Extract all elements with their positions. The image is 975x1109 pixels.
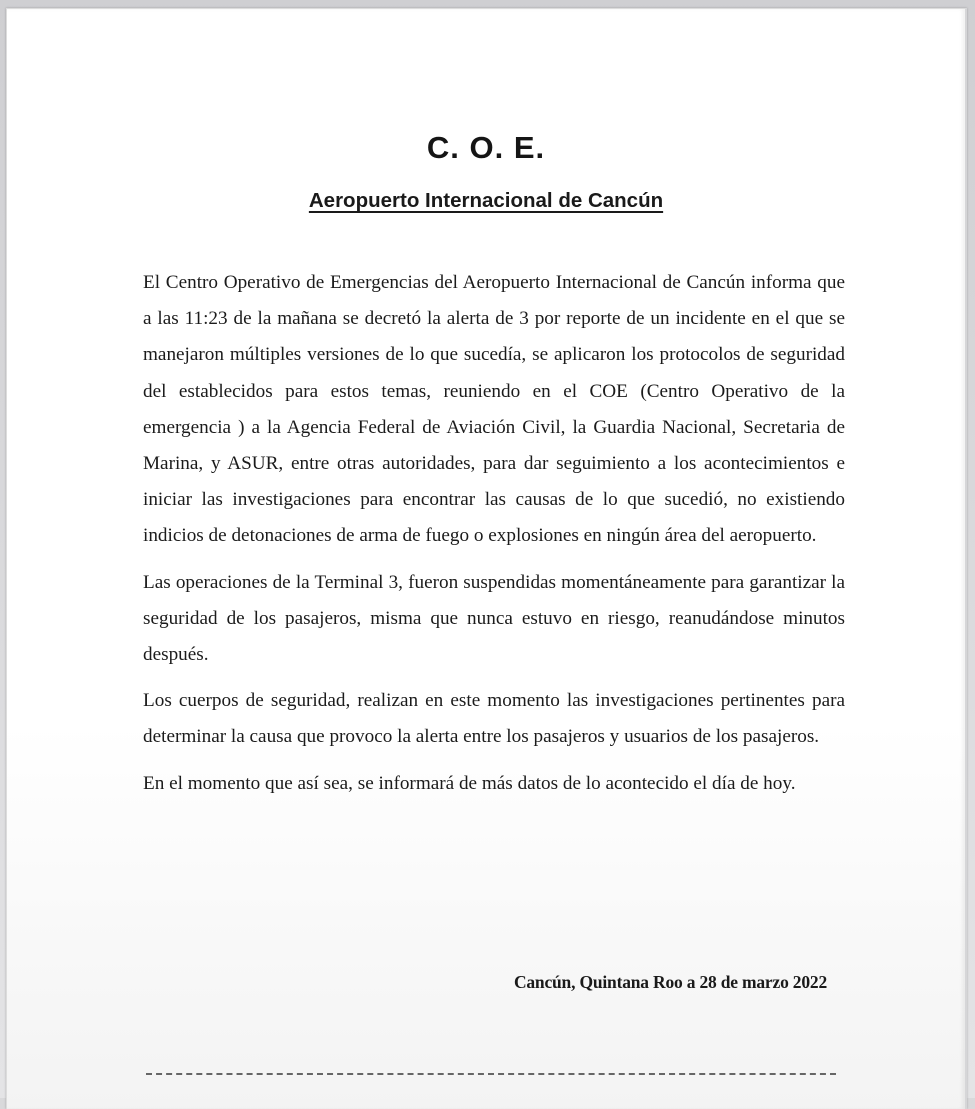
place-and-date: Cancún, Quintana Roo a 28 de marzo 2022: [513, 972, 827, 992]
paragraph-investigation: Los cuerpos de seguridad, realizan en este momento las investigaciones pertinentes para determinar la causa que provoco la alerta entre los pasajeros y usuarios de los pasajeros.: [143, 690, 845, 748]
paragraph-incident-report: El Centro Operativo de Emergencias del Aeropuerto Internacional de Cancún informa que a las 11:23 de la mañana se decretó la alerta de 3 por reporte de un incidente en el que se manejaron múltiples versiones de lo que sucedía, se aplicaron los protocolos de seguridad del establecidos para estos temas, reuniendo en el COE (Centro Operativo de la emergencia ) a la Agencia Federal de Aviación Civil, la Guardia Nacional, Secretaria de Marina, y ASUR, entre otras autoridades, para dar seguimiento a los acontecimientos e iniciar las investigaciones para encontrar las causas de lo que sucedió, no existiendo indicios de detonaciones de arma de fuego o explosiones en ningún área del aeropuerto.: [143, 272, 845, 547]
document-page: [6, 8, 967, 1109]
paragraph-terminal-operations: Las operaciones de la Terminal 3, fueron suspendidas momentáneamente para garantizar la seguridad de los pasajeros, misma que nunca estuvo en riesgo, reanudándose minutos después.: [143, 571, 845, 666]
signature-line: [146, 1073, 836, 1075]
document-subtitle: Aeropuerto Internacional de Cancún: [308, 189, 664, 212]
document-title: C. O. E.: [426, 130, 546, 165]
paragraph-further-info: En el momento que así sea, se informará de más datos de lo acontecido el día de hoy.: [143, 772, 796, 794]
document-body: [143, 265, 845, 812]
